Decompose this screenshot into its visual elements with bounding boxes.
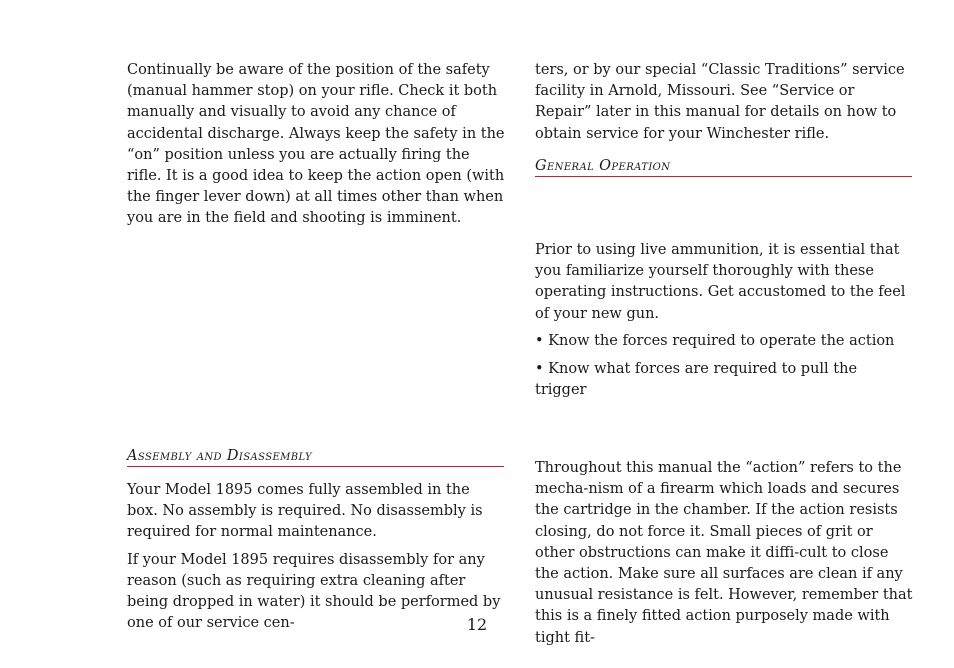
service-continuation-paragraph: ters, or by our special “Classic Traditions” service facility in Arnold, Missouri. See “Service or Repair” later in this manual for details on how to obtain service for your Winchester rifle. xyxy=(535,62,905,142)
bullet-item-action-forces: • Know the forces required to operate the action xyxy=(535,332,895,349)
action-paragraph: Throughout this manual the “action” refers to the mecha-nism of a firearm which loads and secures the cartridge in the chamber. If the action resists closing, do not force it. Small pieces of grit or other obstructions can make it diffi-cult to close the action. Make sure all surfaces are clean if any unusual resistance is felt. However, remember that this is a finely fitted action purposely made with tight fit- xyxy=(535,460,913,646)
assembly-text-block xyxy=(127,480,505,634)
safety-paragraph-block xyxy=(127,60,505,230)
operation-paragraph: Prior to using live ammunition, it is essential that you familiarize yourself thoroughly with these operating instructions. Get accustomed to the feel of your new gun. xyxy=(535,242,906,322)
safety-paragraph: Continually be aware of the position of the safety (manual hammer stop) on your rifle. Check it both manually and visually to avoid any chance of accidental discharge. Always keep the safety in the “on” position unless you are actually firing the rifle. It is a good idea to keep the action open (with the finger lever down) at all times other than when you are in the field and shooting is imminent. xyxy=(127,62,505,227)
bullet-item-trigger-forces: • Know what forces are required to pull the trigger xyxy=(535,361,858,399)
assembly-paragraph-1: Your Model 1895 comes fully assembled in the box. No assembly is required. No disassembly is required for normal maintenance. xyxy=(127,482,483,541)
service-continuation-block xyxy=(535,60,913,145)
operation-text-block xyxy=(535,240,913,401)
assembly-paragraph-2: If your Model 1895 requires disassembly for any reason (such as requiring extra cleaning after being dropped in water) it should be performed by one of our service cen- xyxy=(127,551,501,632)
general-operation-heading-text: General Operation xyxy=(535,158,671,174)
assembly-heading xyxy=(127,448,504,467)
page-number: 12 xyxy=(466,615,488,634)
general-operation-heading xyxy=(535,158,912,177)
assembly-heading-text: Assembly and Disassembly xyxy=(127,448,312,464)
